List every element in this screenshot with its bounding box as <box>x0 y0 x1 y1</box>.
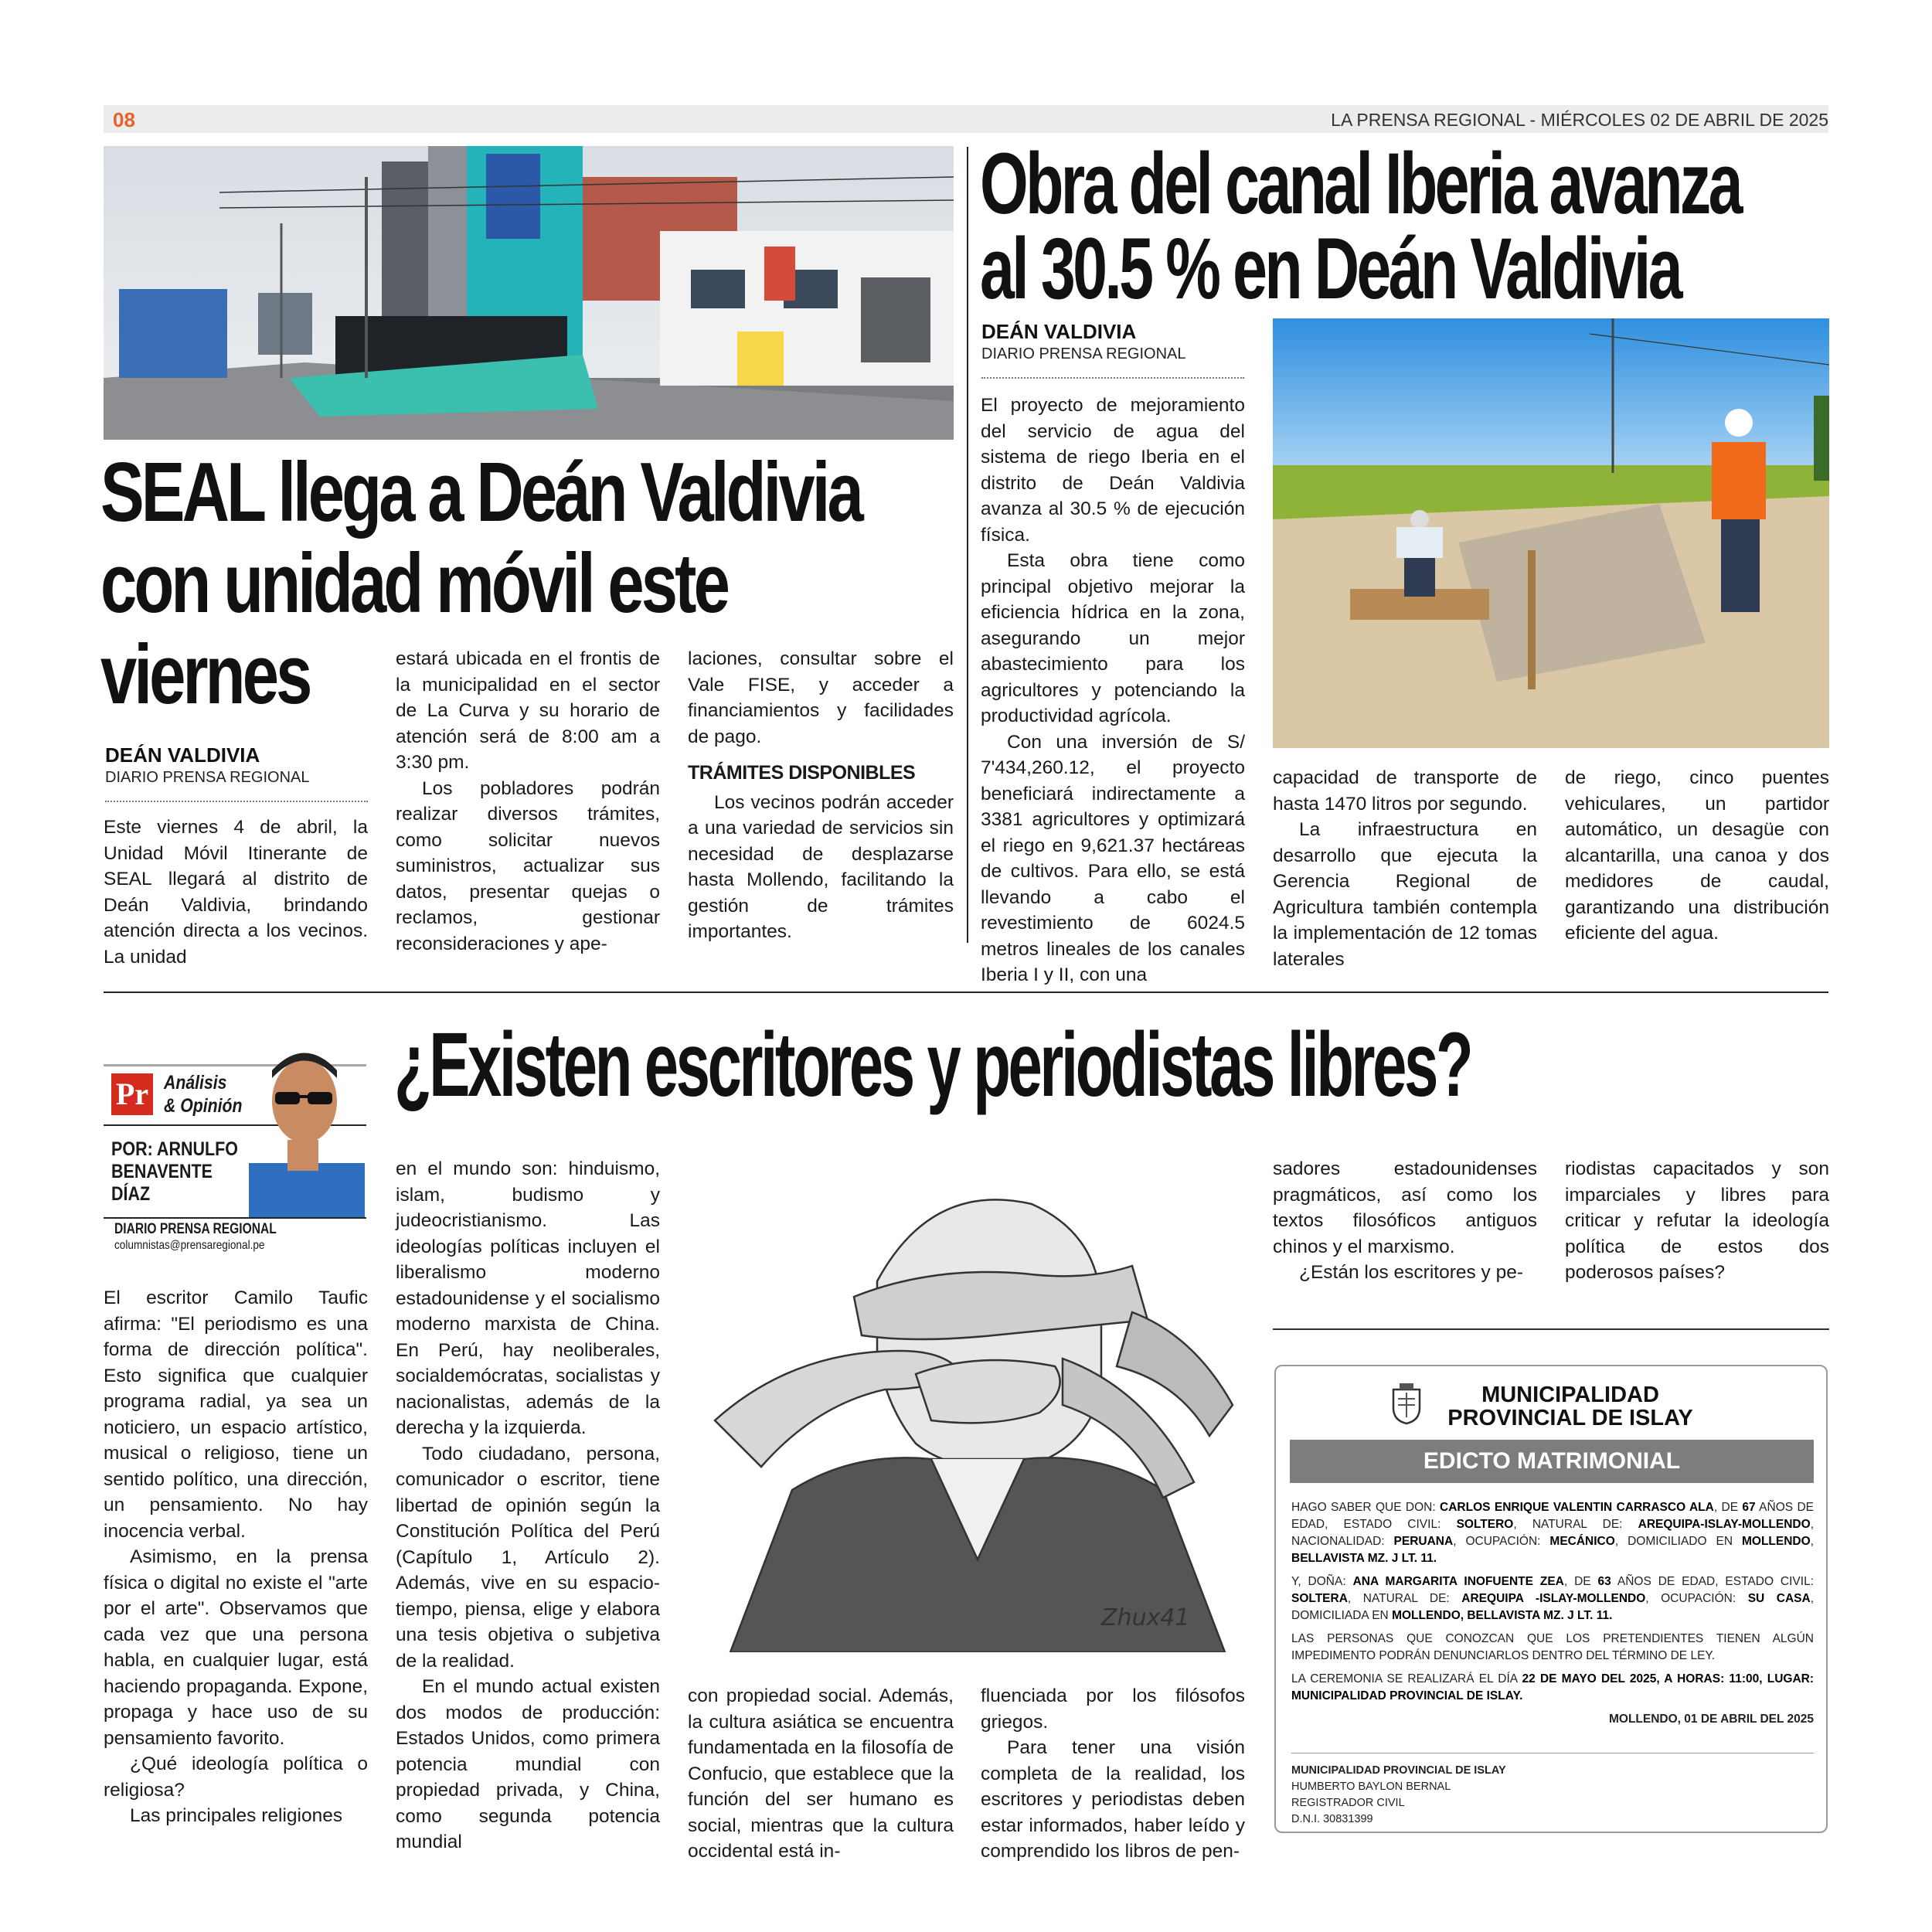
paragraph: estará ubicada en el frontis de la municipalidad en el sector de La Curva y su horario de atención será de 8:00 am a 3:30 pm. <box>396 648 660 773</box>
seal-photo <box>104 146 954 440</box>
notice-date: MOLLENDO, 01 DE ABRIL DEL 2025 <box>1609 1713 1814 1726</box>
paragraph: Con una inversión de S/ 7'434,260.12, el proyecto beneficiará indirectamente a 3381 agricultores y optimizará el riego en 9,621.37 hectáreas de cultivos. Para ello, se está llevando a cabo el revestimiento de 6024.5 metros lineales de los canales Iberia I y II, con una <box>981 731 1245 985</box>
canal-col-3 <box>1565 765 1829 947</box>
seal-col-1 <box>104 815 368 970</box>
opinion-col-4 <box>981 1683 1245 1865</box>
opinion-badge <box>104 1064 366 1219</box>
seal-byline <box>105 743 368 802</box>
canal-byline-rule <box>981 377 1244 379</box>
seal-byline-source: DIARIO PRENSA REGIONAL <box>105 769 310 786</box>
opinion-col-6 <box>1565 1156 1829 1286</box>
notice-body <box>1291 1499 1814 1728</box>
seal-byline-city: DEÁN VALDIVIA <box>105 743 260 767</box>
paragraph: fluenciada por los filósofos griegos. <box>981 1685 1245 1733</box>
opinion-col-3 <box>688 1683 954 1865</box>
illustration-signature: Zhux41 <box>1101 1604 1190 1631</box>
notice-org-line-1: MUNICIPALIDAD <box>1481 1383 1659 1407</box>
paragraph: con propiedad social. Además, la cultura asiática se encuentra fundamentada en la filosofía de Confucio, que establece que la función del ser humano es social, mientras que la cultura occidental está in- <box>688 1685 954 1862</box>
edicto-notice <box>1274 1365 1828 1833</box>
paragraph: Los vecinos podrán acceder a una variedad de servicios sin necesidad de desplazarse hasta Mollendo, facilitando la gestión de trámites importantes. <box>688 791 954 942</box>
opinion-col-2 <box>396 1156 660 1855</box>
paragraph: En el mundo actual existen dos modos de producción: Estados Unidos, como primera potencia mundial con propiedad privada, y China, como segunda potencia mundial <box>396 1676 660 1852</box>
author-line-2: BENAVENTE <box>111 1161 213 1182</box>
seal-subhead: TRÁMITES DISPONIBLES <box>688 762 916 784</box>
opinion-illustration <box>699 1158 1256 1652</box>
opinion-headline: ¿Existen escritores y periodistas libres? <box>394 1014 1471 1116</box>
opinion-col-5 <box>1273 1156 1537 1286</box>
paragraph: El proyecto de mejoramiento del servicio de agua del sistema de riego Iberia en el distrito de Deán Valdivia avanza al 30.5 % de ejecución física. <box>981 395 1245 546</box>
paragraph: Este viernes 4 de abril, la Unidad Móvil Itinerante de SEAL llegará al distrito de Deán Valdivia, brindando atención directa a los vecinos. La unidad <box>104 817 368 968</box>
column-rule <box>967 147 968 943</box>
paragraph: Todo ciudadano, persona, comunicador o escritor, tiene libertad de opinión según la Constitución Política del Perú (Capítulo 1, Artículo 2). Además, vive en su espacio-tiempo, piensa, elige y elabora una tesis objetiva o subjetiva de la realidad. <box>396 1443 660 1672</box>
badge-label-1: Análisis <box>164 1072 227 1094</box>
author-avatar <box>241 1047 366 1219</box>
seal-col-3 <box>688 646 954 945</box>
paragraph: laciones, consultar sobre el Vale FISE, y acceder a financiamientos y facilidades de pago. <box>688 648 954 747</box>
canal-byline-source: DIARIO PRENSA REGIONAL <box>981 345 1186 362</box>
paragraph: ¿Qué ideología política o religiosa? <box>104 1753 368 1801</box>
badge-bottom-rule <box>104 1217 366 1219</box>
page-number: 08 <box>113 108 135 131</box>
notice-impediments: LAS PERSONAS QUE CONOZCAN QUE LOS PRETENDIENTES TIENEN ALGÚN IMPEDIMENTO PODRÁN DENUNCIARLOS DENTRO DEL TÉRMINO DE LEY. <box>1291 1632 1814 1662</box>
section-divider <box>104 992 1828 993</box>
notice-top-rule <box>1273 1328 1829 1330</box>
paper-dateline: LA PRENSA REGIONAL - MIÉRCOLES 02 DE ABRIL DE 2025 <box>1331 110 1828 130</box>
canal-byline <box>981 320 1244 379</box>
notice-groom: HAGO SABER QUE DON: CARLOS ENRIQUE VALENTIN CARRASCO ALA, DE 67 AÑOS DE EDAD, ESTADO CIVIL: SOLTERO, NATURAL DE: AREQUIPA-ISLAY-MOLLENDO, NACIONALIDAD: PERUANA, OCUPACIÓN: MECÁNICO, DOMICILIADO EN MOLLENDO, BELLAVISTA MZ. J LT. 11. <box>1291 1501 1815 1565</box>
paragraph: Para tener una visión completa de la realidad, los escritores y periodistas deben estar informados, haber leído y comprendido los libros de pen- <box>981 1737 1245 1862</box>
author-line-3: DÍAZ <box>111 1183 151 1205</box>
canal-photo <box>1273 318 1829 748</box>
notice-title: EDICTO MATRIMONIAL <box>1290 1440 1814 1483</box>
seal-headline-line-2: con unidad móvil este <box>100 536 727 631</box>
canal-headline-line-1: Obra del canal Iberia avanza <box>980 135 1740 232</box>
seal-headline-line-1: SEAL llega a Deán Valdivia <box>100 445 861 539</box>
paragraph: El escritor Camilo Taufic afirma: "El periodismo es una forma de dirección política". Esto significa que cualquier programa radial, ya sea un noticiero, un espacio artístico, musical o religioso, tiene un sentido político, una dirección, un pensamiento. No hay inocencia verbal. <box>104 1287 368 1542</box>
paragraph: ¿Están los escritores y pe- <box>1299 1262 1524 1283</box>
signature-role: REGISTRADOR CIVIL <box>1291 1797 1405 1809</box>
opinion-col-1 <box>104 1285 368 1829</box>
canal-col-2 <box>1273 765 1537 972</box>
notice-ceremony: LA CEREMONIA SE REALIZARÁ EL DÍA 22 DE MAYO DEL 2025, A HORAS: 11:00, LUGAR: MUNICIPALIDAD PROVINCIAL DE ISLAY. <box>1291 1672 1814 1702</box>
seal-col-2 <box>396 646 660 957</box>
paragraph: Las principales religiones <box>130 1805 343 1826</box>
canal-headline-line-2: al 30.5 % en Deán Valdivia <box>980 220 1680 317</box>
opinion-source: DIARIO PRENSA REGIONAL <box>114 1221 277 1237</box>
canal-col-1 <box>981 393 1245 988</box>
paragraph: riodistas capacitados y son imparciales y libres para criticar y refutar la ideología política de estos dos poderosos países? <box>1565 1158 1829 1283</box>
notice-org-line-2: PROVINCIAL DE ISLAY <box>1447 1406 1693 1430</box>
notice-bride: Y, DOÑA: ANA MARGARITA INOFUENTE ZEA, DE 63 AÑOS DE EDAD, ESTADO CIVIL: SOLTERA, NATURAL DE: AREQUIPA -ISLAY-MOLLENDO, OCUPACIÓN: SU CASA, DOMICILIADA EN MOLLENDO, BELLAVISTA MZ. J LT. 11. <box>1291 1575 1814 1622</box>
notice-org <box>1276 1383 1826 1430</box>
paragraph: sadores estadounidenses pragmáticos, así como los textos filosóficos antiguos chinos y el marxismo. <box>1273 1158 1537 1257</box>
paragraph: Los pobladores podrán realizar diversos trámites, como solicitar nuevos suministros, actualizar sus datos, presentar quejas o reclamos, gestionar reconsideraciones y ape- <box>396 777 660 954</box>
paragraph: en el mundo son: hinduismo, islam, budismo y judeocristianismo. Las ideologías políticas incluyen el liberalismo moderno estadounidense y el socialismo moderno marxista de China. En Perú, hay neoliberales, socialdemócratas, socialistas y nacionalistas, además de la derecha y la izquierda. <box>396 1158 660 1438</box>
notice-signature <box>1291 1753 1814 1828</box>
signature-id: D.N.I. 30831399 <box>1291 1813 1373 1825</box>
paragraph: de riego, cinco puentes vehiculares, un partidor automático, un desagüe con alcantarilla, una canoa y dos medidores de caudal, garantizando una distribución eficiente del agua. <box>1565 767 1829 944</box>
signature-name: HUMBERTO BAYLON BERNAL <box>1291 1781 1451 1793</box>
opinion-email: columnistas@prensaregional.pe <box>114 1239 265 1252</box>
seal-byline-rule <box>105 801 368 802</box>
signature-org: MUNICIPALIDAD PROVINCIAL DE ISLAY <box>1291 1764 1506 1777</box>
paragraph: Esta obra tiene como principal objetivo mejorar la eficiencia hídrica en la zona, asegurando un mejor abastecimiento para los agricultores y potenciando la productividad agrícola. <box>981 550 1245 726</box>
paragraph: Asimismo, en la prensa física o digital no existe el "arte por el arte". Observamos que cada vez que una persona habla, en cualquier lugar, está haciendo propaganda. Expone, propaga y hace uso de su pensamiento favorito. <box>104 1546 368 1749</box>
badge-logo: Pr <box>111 1073 153 1115</box>
seal-headline-line-3: viernes <box>100 628 310 722</box>
paragraph: capacidad de transporte de hasta 1470 litros por segundo. <box>1273 767 1537 815</box>
paragraph: La infraestructura en desarrollo que ejecuta la Gerencia Regional de Agricultura también contempla la implementación de 12 tomas laterales <box>1273 819 1537 970</box>
badge-label-2: & Opinión <box>164 1095 243 1117</box>
canal-byline-city: DEÁN VALDIVIA <box>981 320 1137 343</box>
author-line-1: POR: ARNULFO <box>111 1138 239 1160</box>
